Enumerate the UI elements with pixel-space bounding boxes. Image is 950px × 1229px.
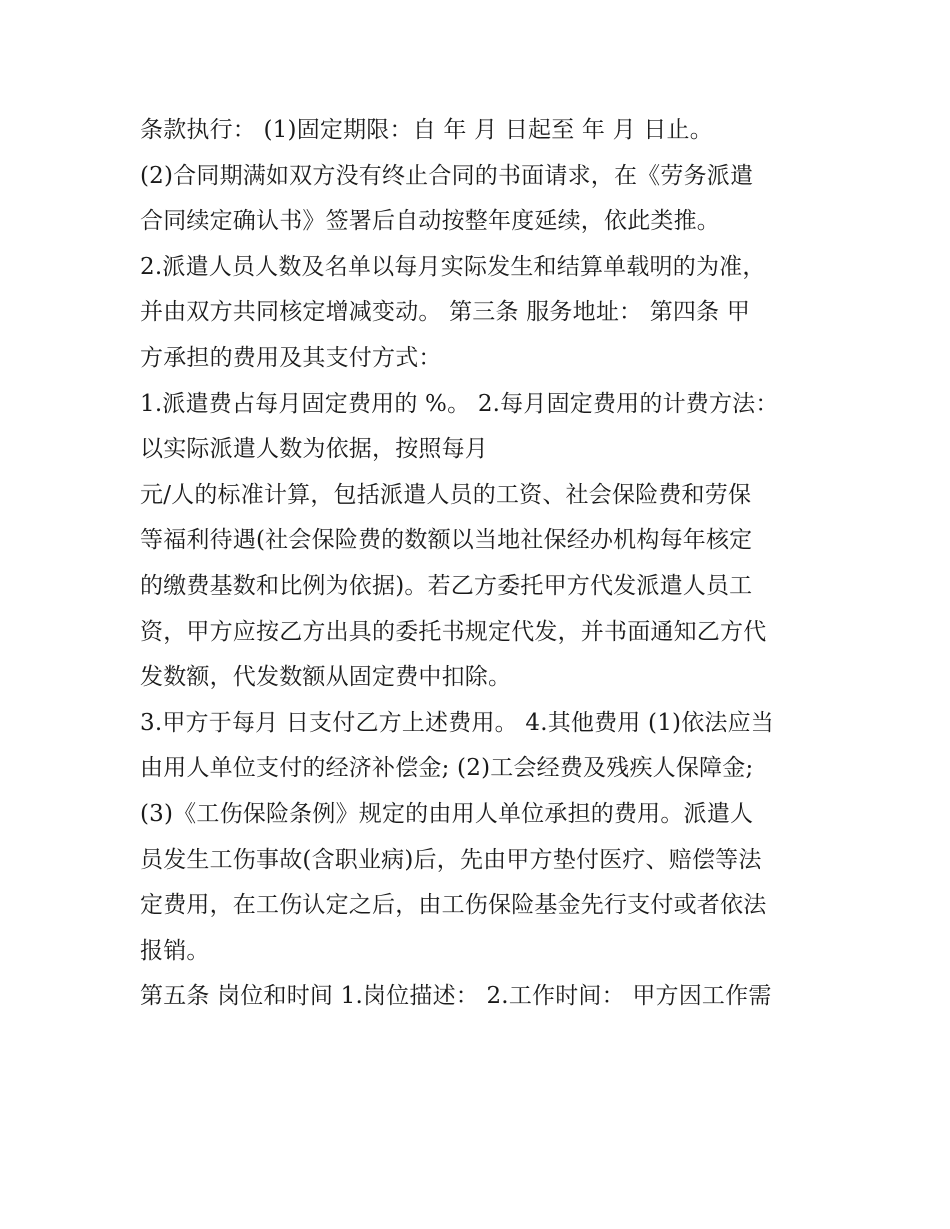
text-line: 元/人的标准计算，包括派遣人员的工资、社会保险费和劳保: [140, 481, 752, 508]
text-line: 第五条 岗位和时间 1.岗位描述： 2.工作时间： 甲方因工作需: [140, 983, 772, 1010]
text-line: (3)《工伤保险条例》规定的由用人单位承担的费用。派遣人: [140, 800, 754, 827]
text-line: 的缴费基数和比例为依据)。若乙方委托甲方代发派遣人员工: [140, 572, 753, 599]
text-line: 3.甲方于每月 日支付乙方上述费用。 4.其他费用 (1)依法应当: [140, 709, 775, 736]
text-line: 报销。: [140, 937, 210, 964]
text-line: (2)合同期满如双方没有终止合同的书面请求，在《劳务派遣: [140, 162, 754, 189]
text-line: 条款执行： (1)固定期限：自 年 月 日起至 年 月 日止。: [140, 117, 713, 143]
text-line: 等福利待遇(社会保险费的数额以当地社保经办机构每年核定: [140, 527, 753, 554]
text-line: 并由双方共同核定增减变动。 第三条 服务地址： 第四条 甲: [140, 299, 751, 326]
text-line: 资，甲方应按乙方出具的委托书规定代发，并书面通知乙方代: [140, 618, 767, 645]
text-line: 合同续定确认书》签署后自动按整年度延续，依此类推。: [140, 208, 720, 235]
text-line: 发数额，代发数额从固定费中扣除。: [140, 664, 512, 691]
text-line: 1.派遣费占每月固定费用的 %。 2.每月固定费用的计费方法：: [140, 390, 779, 417]
text-line: 员发生工伤事故(含职业病)后，先由甲方垫付医疗、赔偿等法: [140, 846, 762, 873]
text-line: 定费用，在工伤认定之后，由工伤保险基金先行支付或者依法: [140, 892, 767, 919]
text-line: 方承担的费用及其支付方式：: [140, 344, 442, 371]
text-line: 以实际派遣人数为依据，按照每月: [140, 436, 488, 463]
document-body: [140, 108, 840, 1020]
text-line: 由用人单位支付的经济补偿金; (2)工会经费及残疾人保障金;: [140, 755, 754, 782]
text-line: 2.派遣人员人数及名单以每月实际发生和结算单载明的为准，: [140, 253, 766, 280]
